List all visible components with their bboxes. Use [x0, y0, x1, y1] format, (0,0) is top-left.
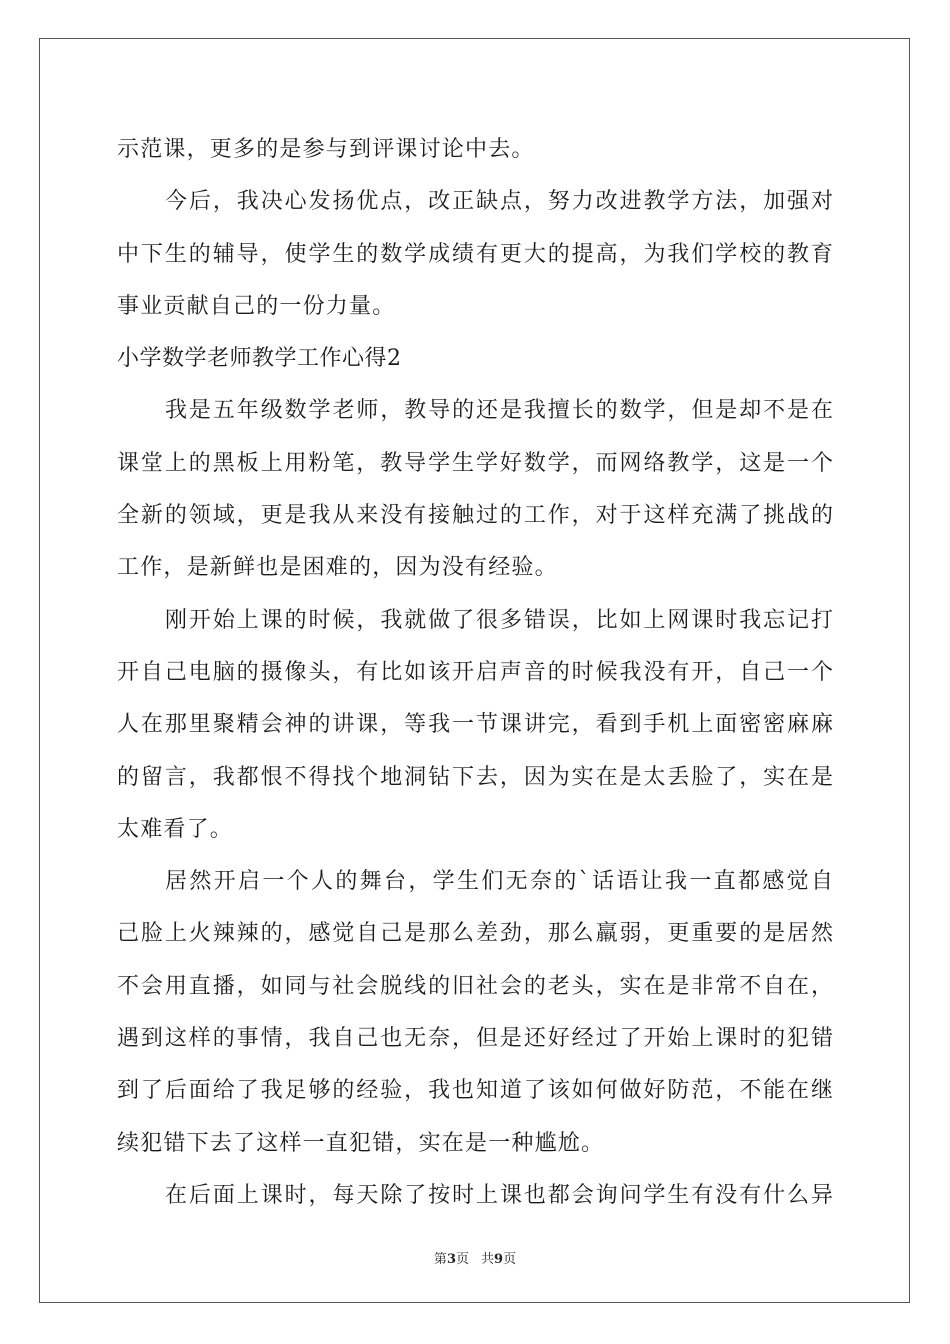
text-line: 居然开启一个人的舞台，学生们无奈的`话语让我一直都感觉自	[165, 869, 833, 895]
footer-total-prefix: 共	[481, 1252, 495, 1267]
text-line: 在后面上课时，每天除了按时上课也都会询问学生有没有什么异	[165, 1182, 833, 1208]
text-line: 我是五年级数学老师，教导的还是我擅长的数学，但是却不是在	[165, 398, 833, 424]
text-line: 今后，我决心发扬优点，改正缺点，努力改进教学方法，加强对	[165, 189, 833, 215]
text-line: 课堂上的黑板上用粉笔，教导学生学好数学，而网络教学，这是一个	[117, 450, 833, 476]
footer-current-page: 3	[446, 1252, 456, 1267]
text-line: 的留言，我都恨不得找个地洞钻下去，因为实在是太丢脸了，实在是	[117, 764, 833, 790]
footer-prefix: 第	[433, 1252, 447, 1267]
footer-total-pages: 9	[494, 1252, 504, 1267]
text-line: 全新的领域，更是我从来没有接触过的工作，对于这样充满了挑战的	[117, 503, 833, 529]
footer-total-suffix: 页	[503, 1252, 517, 1267]
text-line: 续犯错下去了这样一直犯错，实在是一种尴尬。	[117, 1130, 605, 1156]
text-line: 人在那里聚精会神的讲课，等我一节课讲完，看到手机上面密密麻麻	[117, 712, 833, 738]
text-line: 示范课，更多的是参与到评课讨论中去。	[117, 137, 535, 162]
section-heading: 小学数学老师教学工作心得2	[117, 346, 402, 372]
text-line: 事业贡献自己的一份力量。	[117, 293, 396, 319]
text-line: 工作，是新鲜也是困难的，因为没有经验。	[117, 555, 558, 581]
text-line: 不会用直播，如同与社会脱线的旧社会的老头，实在是非常不自在，	[117, 973, 833, 999]
text-line: 开自己电脑的摄像头，有比如该开启声音的时候我没有开，自己一个	[117, 659, 833, 685]
document-body	[117, 124, 833, 1222]
footer-page-word: 页	[455, 1252, 469, 1267]
text-line: 刚开始上课的时候，我就做了很多错误，比如上网课时我忘记打	[165, 607, 833, 633]
text-line: 己脸上火辣辣的，感觉自己是那么差劲，那么羸弱，更重要的是居然	[117, 921, 833, 947]
text-line: 遇到这样的事情，我自己也无奈，但是还好经过了开始上课时的犯错	[117, 1026, 833, 1052]
text-line: 太难看了。	[117, 816, 234, 842]
text-line: 中下生的辅导，使学生的数学成绩有更大的提高，为我们学校的教育	[117, 241, 833, 267]
text-line: 到了后面给了我足够的经验，我也知道了该如何做好防范，不能在继	[117, 1078, 833, 1104]
page-footer	[0, 1248, 950, 1267]
